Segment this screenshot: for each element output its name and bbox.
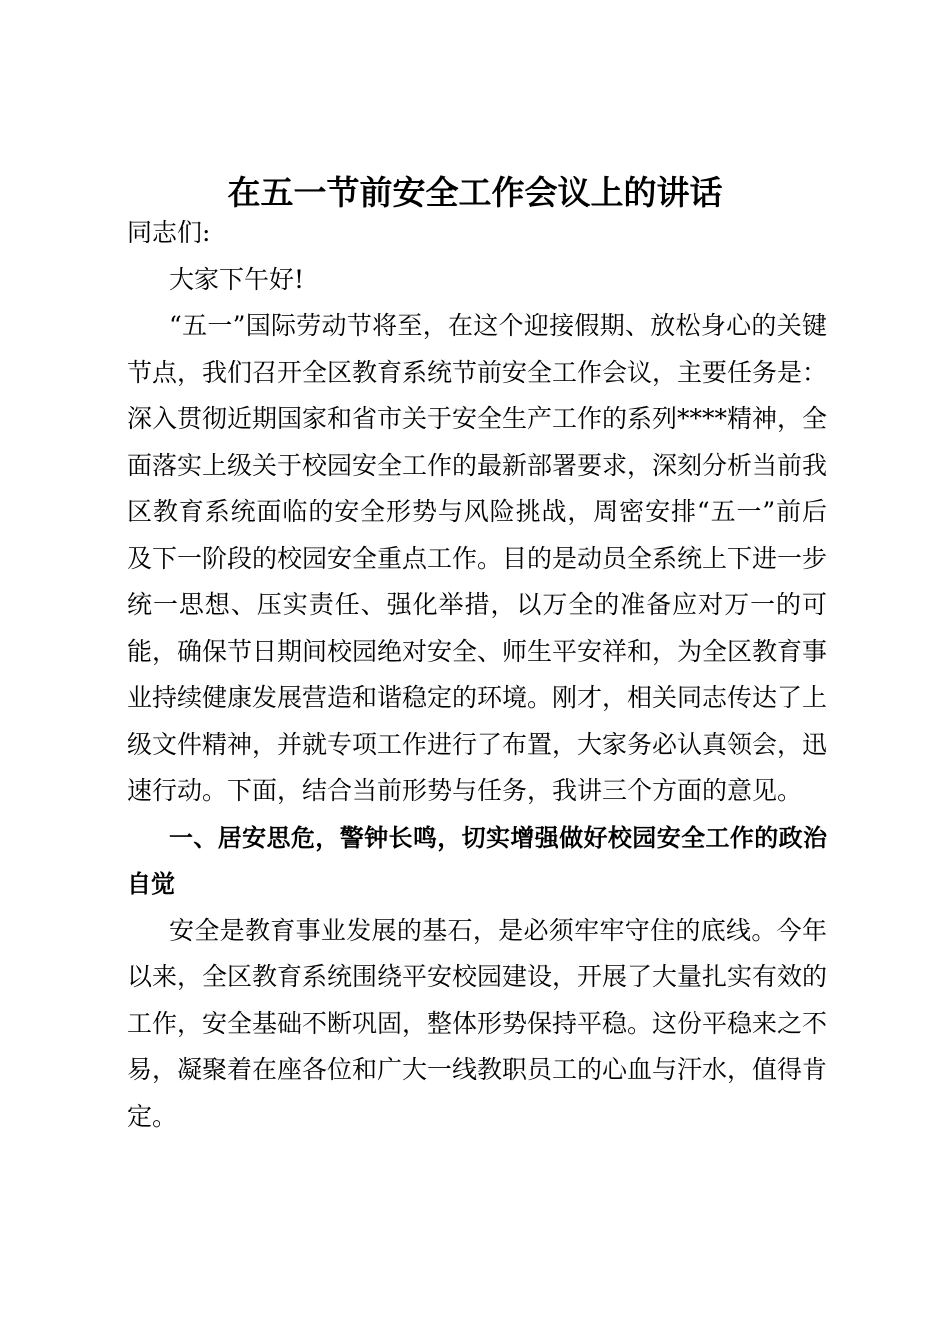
document-title: 在五一节前安全工作会议上的讲话: [227, 173, 723, 212]
section-paragraph-1: 安全是教育事业发展的基石，是必须牢牢守住的底线。今年以来，全区教育系统围绕平安校园建设，开展了大量扎实有效的工作，安全基础不断巩固，整体形势保持平稳。这份平稳来之不易，凝聚着在座各位和广大一线教职员工的心血与汗水，值得肯定。: [127, 915, 828, 1131]
salutation: 同志们:: [127, 218, 211, 247]
greeting: 大家下午好!: [169, 264, 305, 294]
section-heading-1: 一、居安思危，警钟长鸣，切实增强做好校园安全工作的政治自觉: [127, 823, 827, 898]
intro-paragraph: “五一”国际劳动节将至，在这个迎接假期、放松身心的关键节点，我们召开全区教育系统节前安全工作会议，主要任务是：深入贯彻近期国家和省市关于安全生产工作的系列****精神，全面落实上级关于校园安全工作的最新部署要求，深刻分析当前我区教育系统面临的安全形势与风险挑战，周密安排“五一”前后及下一阶段的校园安全重点工作。目的是动员全系统上下进一步统一思想、压实责任、强化举措，以万全的准备应对万一的可能，确保节日期间校园绝对安全、师生平安祥和，为全区教育事业持续健康发展营造和谐稳定的环境。刚才，相关同志传达了上级文件精神，并就专项工作进行了布置，大家务必认真领会，迅速行动。下面，结合当前形势与任务，我讲三个方面的意见。: [127, 311, 828, 805]
document-body: [127, 210, 827, 1140]
